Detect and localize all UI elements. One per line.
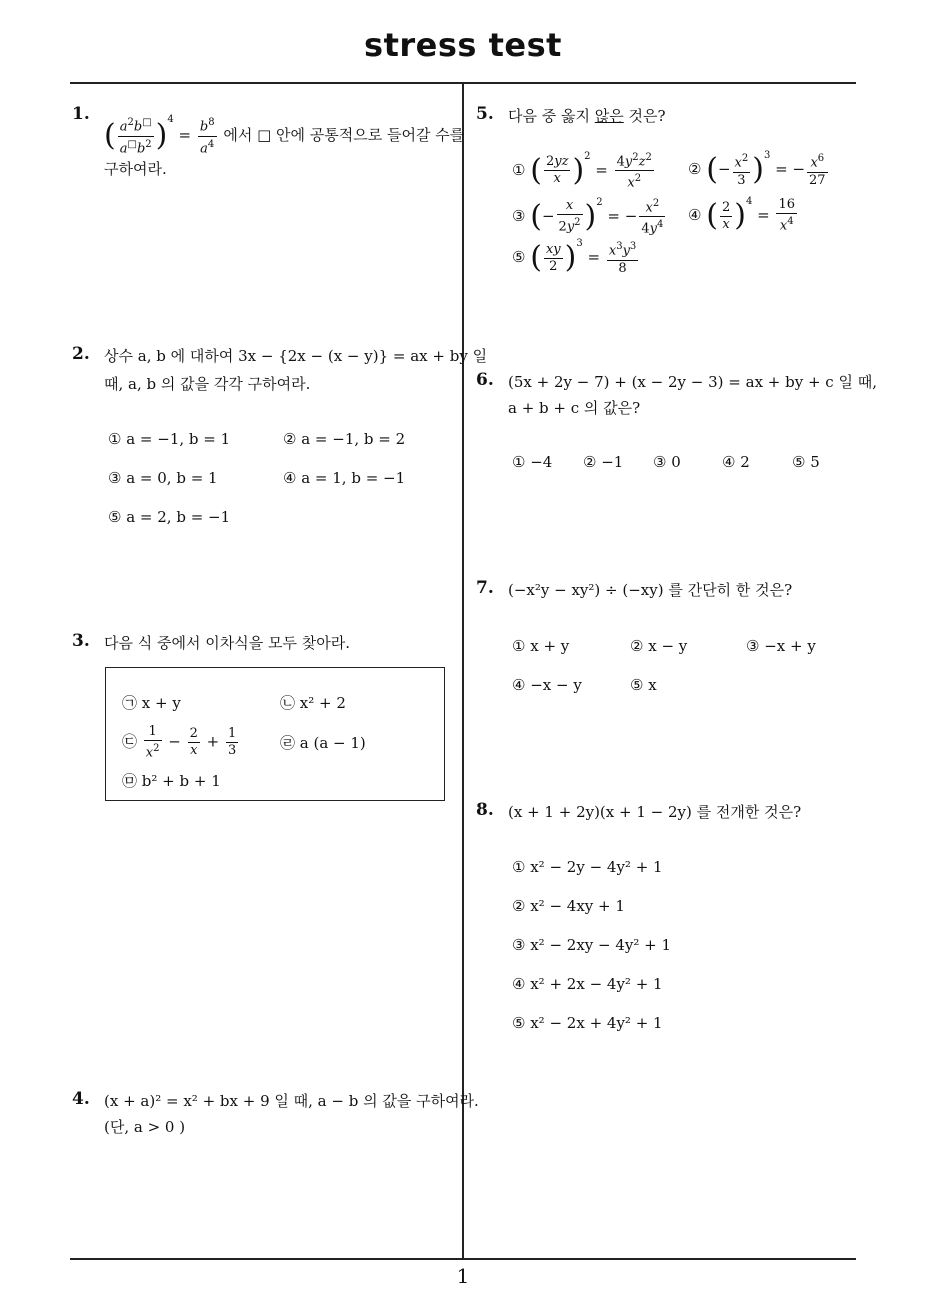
- q2-option-3[interactable]: ③ a = 0, b = 1: [108, 469, 218, 487]
- q6-option-4[interactable]: ④ 2: [722, 453, 750, 471]
- column-divider: [462, 84, 464, 1259]
- q8-text: (x + 1 + 2y)(x + 1 − 2y) 를 전개한 것은?: [508, 803, 802, 821]
- q5-option-4-label: ④: [688, 206, 702, 224]
- q4-text-a: (x + a)² = x² + bx + 9 일 때, a − b 의 값을 구하여라.: [104, 1092, 479, 1110]
- q5-text-b: 것은?: [623, 107, 666, 125]
- q8-option-4[interactable]: ④ x² + 2x − 4y² + 1: [512, 975, 663, 993]
- q3-item-d: ㉣ a (a − 1): [280, 734, 366, 752]
- q5-number: 5.: [476, 104, 494, 124]
- q3-item-c-label: ㉢: [122, 732, 138, 751]
- q3-item-b: ㉡ x² + 2: [280, 694, 346, 712]
- q2-text-a: 상수 a, b 에 대하여 3x − {2x − (x − y)} = ax + by 일: [104, 347, 488, 365]
- q6-option-5[interactable]: ⑤ 5: [792, 453, 820, 471]
- q4-text-b: (단, a > 0 ): [104, 1118, 186, 1136]
- q2-option-4[interactable]: ④ a = 1, b = −1: [283, 469, 406, 487]
- q8-option-3[interactable]: ③ x² − 2xy − 4y² + 1: [512, 936, 672, 954]
- q6-option-1[interactable]: ① −4: [512, 453, 553, 471]
- q7-option-2[interactable]: ② x − y: [630, 637, 688, 655]
- q5-option-2-label: ②: [688, 160, 702, 178]
- q7-option-3[interactable]: ③ −x + y: [746, 637, 816, 655]
- q5-option-4[interactable]: ④ ( $\frac{2}{x}$ )$^4$ = $\frac{16}{x^4}$: [688, 196, 795, 234]
- q3-item-c: ㉢ $\frac{1}{x^2}$ − $\frac{2}{x}$ + $\frac{1}{3}$: [122, 724, 237, 761]
- q3-text: 다음 식 중에서 이차식을 모두 찾아라.: [104, 634, 350, 652]
- q3-number: 3.: [72, 631, 90, 651]
- q5-option-5[interactable]: ⑤ ( $\frac{xy}{2}$ )$^3$ = $\frac{x^3y^3}{8}$: [512, 238, 637, 276]
- page-title: stress test: [364, 26, 562, 64]
- q1-text-a: 에서 □ 안에 공통적으로 들어갈 수를: [223, 126, 465, 144]
- q5-option-3[interactable]: ③ (− $\frac{x}{2y^2}$ )$^2$ = − $\frac{x^2}{4y^4}$: [512, 196, 664, 237]
- bottom-rule: [70, 1258, 856, 1260]
- q6-number: 6.: [476, 370, 494, 390]
- q5-option-3-label: ③: [512, 206, 526, 225]
- q5-option-1[interactable]: ① ( $\frac{2yz}{x}$ )$^2$ = $\frac{4y^2z^2}{x^2}$: [512, 150, 652, 191]
- q5-text-underlined: 않은: [594, 107, 624, 125]
- q7-option-4[interactable]: ④ −x − y: [512, 676, 582, 694]
- q5-option-1-label: ①: [512, 160, 526, 179]
- q2-number: 2.: [72, 344, 90, 364]
- q4-number: 4.: [72, 1089, 90, 1109]
- q5-option-2[interactable]: ② (− $\frac{x^2}{3}$ )$^3$ = − $\frac{x^6}{27}$: [688, 150, 826, 188]
- q1-number: 1.: [72, 104, 90, 124]
- q2-option-5[interactable]: ⑤ a = 2, b = −1: [108, 508, 231, 526]
- q2-text-b: 때, a, b 의 값을 각각 구하여라.: [104, 375, 311, 393]
- q1-expression: ( $\frac{a^2b^□}{a^□b^2}$ )$^4$ = $\frac{b^8}{a^4}$ 에서 □ 안에 공통적으로 들어갈 수를: [104, 114, 465, 156]
- page-number: 1: [456, 1264, 470, 1288]
- q7-text: (−x²y − xy²) ÷ (−xy) 를 간단히 한 것은?: [508, 581, 793, 599]
- q5-text-a: 다음 중 옳지: [508, 107, 595, 125]
- q3-item-e: ㉤ b² + b + 1: [122, 772, 221, 790]
- q1-text-b: 구하여라.: [104, 160, 167, 178]
- q6-option-3[interactable]: ③ 0: [653, 453, 681, 471]
- q8-option-2[interactable]: ② x² − 4xy + 1: [512, 897, 625, 915]
- q8-number: 8.: [476, 800, 494, 820]
- q7-option-5[interactable]: ⑤ x: [630, 676, 657, 694]
- q2-option-1[interactable]: ① a = −1, b = 1: [108, 430, 231, 448]
- q5-text: [508, 102, 666, 130]
- q8-option-5[interactable]: ⑤ x² − 2x + 4y² + 1: [512, 1014, 663, 1032]
- q6-text-a: (5x + 2y − 7) + (x − 2y − 3) = ax + by + c 일 때,: [508, 373, 877, 391]
- q6-text-b: a + b + c 의 값은?: [508, 399, 641, 417]
- q2-option-2[interactable]: ② a = −1, b = 2: [283, 430, 406, 448]
- q7-number: 7.: [476, 578, 494, 598]
- q5-option-5-label: ⑤: [512, 248, 526, 266]
- q3-item-a: ㉠ x + y: [122, 694, 181, 712]
- q6-option-2[interactable]: ② −1: [583, 453, 624, 471]
- q7-option-1[interactable]: ① x + y: [512, 637, 570, 655]
- q8-option-1[interactable]: ① x² − 2y − 4y² + 1: [512, 858, 663, 876]
